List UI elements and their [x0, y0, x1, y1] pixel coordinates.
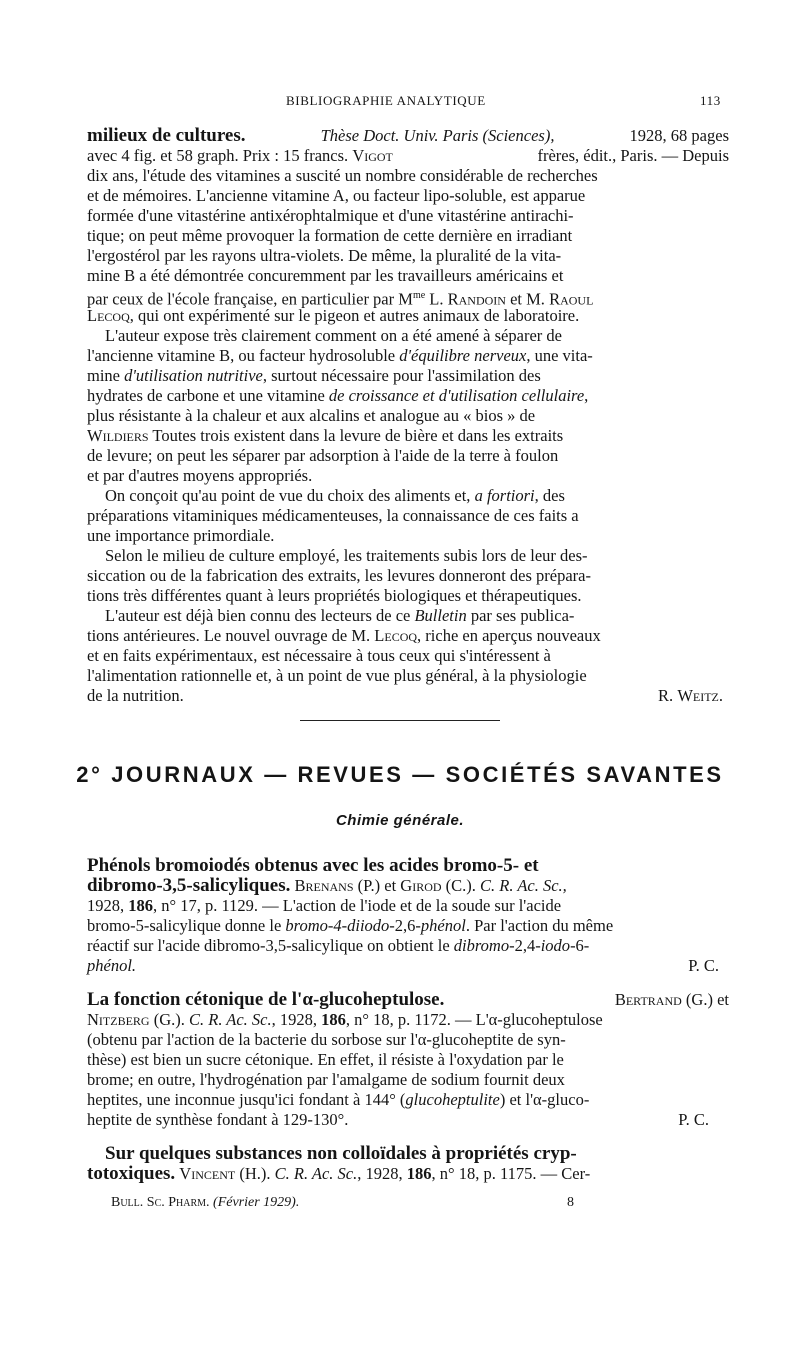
review-line: Selon le milieu de culture employé, les traitements subis lors de leur des-: [105, 546, 588, 565]
entry-signature: P. C.: [688, 956, 719, 975]
review-line: par ceux de l'école française, en particulier par $M^{me}$ L. Randoin et M. Raoul: [87, 289, 594, 309]
review-line: de levure; on peut les séparer par adsorption à l'aide de la terre à foulon: [87, 446, 559, 465]
review-line: préparations vitaminiques médicamenteuses, la connaissance de ces faits a: [87, 506, 579, 525]
review-line: plus résistante à la chaleur et aux alcalins et analogue au « bios » de: [87, 406, 536, 425]
review-line: l'alimentation rationnelle et, à un point de vue plus général, à la physiologie: [87, 666, 587, 685]
journal-name: C. R. Ac. Sc.: [274, 1164, 358, 1183]
review-line: et par d'autres moyens appropriés.: [87, 466, 313, 485]
entry-title: La fonction cétonique de l'α-glucoheptulose.: [87, 989, 445, 1010]
review-line: tions très différentes quant à leurs propriétés biologiques et thérapeutiques.: [87, 586, 582, 605]
entry-line: phénol. P. C.: [87, 956, 719, 975]
review-line: Lecoq, qui ont expérimenté sur le pigeon et autres animaux de laboratoire.: [87, 306, 580, 325]
entry-line: La fonction cétonique de l'α-glucoheptulose. Bertrand (G.) et: [87, 989, 729, 1010]
review-line: et en faits expérimentaux, est nécessaire à tous ceux qui s'intéressent à: [87, 646, 551, 665]
author-name: Wildiers: [87, 426, 149, 445]
entry-line: thèse) est bien un sucre cétonique. En effet, il résiste à l'oxydation par le: [87, 1050, 564, 1069]
author-name: Vincent: [179, 1164, 236, 1183]
review-line: L'auteur est déjà bien connu des lecteurs de ce Bulletin par ses publica-: [105, 606, 575, 625]
review-line: mine d'utilisation nutritive, surtout nécessaire pour l'assimilation des: [87, 366, 541, 385]
entry-title: totoxiques.: [87, 1163, 176, 1184]
running-header: BIBLIOGRAPHIE ANALYTIQUE: [286, 93, 486, 108]
review-line: hydrates de carbone et une vitamine de croissance et d'utilisation cellulaire,: [87, 386, 589, 405]
entry-line: Nitzberg (G.). C. R. Ac. Sc., 1928, 186, n° 18, p. 1172. — L'α-glucoheptulose: [87, 1010, 603, 1029]
entry-line: bromo-5-salicylique donne le bromo-4-diiodo-2,6-phénol. Par l'action du même: [87, 916, 614, 935]
entry-line: brome; en outre, l'hydrogénation par l'amalgame de sodium fournit deux: [87, 1070, 565, 1089]
author-name: Nitzberg: [87, 1010, 150, 1029]
review-signature: R. Weitz.: [658, 686, 723, 705]
entry-line: heptites, une inconnue jusqu'ici fondant à 144° (glucoheptulite) et l'α-gluco-: [87, 1090, 590, 1109]
journal-name: C. R. Ac. Sc.,: [480, 876, 567, 895]
review-line: et de mémoires. L'ancienne vitamine A, ou facteur lipo-soluble, est apparue: [87, 186, 586, 205]
author-name: Lecoq: [374, 626, 418, 645]
entry-title: dibromo-3,5-salicyliques.: [87, 875, 291, 896]
review-line: formée d'une vitastérine antixérophtalmique et d'une vitastérine antirachi-: [87, 206, 574, 225]
review-thesis: Thèse Doct. Univ. Paris (Sciences),: [320, 126, 555, 145]
review-line: de la nutrition. R. Weitz.: [87, 686, 723, 705]
review-line: dix ans, l'étude des vitamines a suscité un nombre considérable de recherches: [87, 166, 598, 185]
review-line: Wildiers Toutes trois existent dans la levure de bière et dans les extraits: [87, 426, 564, 445]
author-name: Lecoq: [87, 306, 130, 325]
review-line: tions antérieures. Le nouvel ouvrage de M. Lecoq, riche en aperçus nouveaux: [87, 626, 601, 645]
journal-name: C. R. Ac. Sc.: [188, 1010, 272, 1029]
review-line: L'auteur expose très clairement comment on a été amené à séparer de: [105, 326, 562, 345]
entry-line: totoxiques. Vincent (H.). C. R. Ac. Sc., 1928, 186, n° 18, p. 1175. — Cer-: [87, 1163, 591, 1184]
author-name: Brenans: [294, 876, 354, 895]
section-title: 2° JOURNAUX — REVUES — SOCIÉTÉS SAVANTES: [76, 762, 724, 787]
review-line: l'ancienne vitamine B, ou facteur hydrosoluble d'équilibre nerveux, une vita-: [87, 346, 593, 365]
entry-line: heptite de synthèse fondant à 129-130°. P. C.: [87, 1110, 709, 1129]
review-line: siccation ou de la fabrication des extraits, les levures donneront des prépara-: [87, 566, 591, 585]
review-line: [87, 146, 729, 166]
entry-signature: P. C.: [678, 1110, 709, 1129]
author-name: Raoul: [549, 289, 594, 309]
author-name: Girod: [400, 876, 442, 895]
review-line: mine B a été démontrée concuremment par les travailleurs américains et: [87, 266, 564, 285]
entry-line: réactif sur l'acide dibromo-3,5-salicylique on obtient le dibromo-2,4-iodo-6-: [87, 936, 590, 955]
review-line: On conçoit qu'au point de vue du choix des aliments et, a fortiori, des: [105, 486, 565, 505]
section-divider: [300, 720, 500, 721]
footer-journal: Bull. Sc. Pharm.: [111, 1195, 210, 1210]
author-name: Bertrand: [614, 990, 682, 1009]
review-line: une importance primordiale.: [87, 526, 275, 545]
review-title: milieux de cultures.: [87, 125, 246, 146]
footer-issue: (Février 1929).: [213, 1195, 300, 1210]
entry-line: dibromo-3,5-salicyliques. Brenans (P.) et Girod (C.). C. R. Ac. Sc.,: [87, 875, 567, 896]
review-line: l'ergostérol par les rayons ultra-violets. De même, la pluralité de la vita-: [87, 246, 562, 265]
page-number: 113: [700, 93, 721, 108]
review-text: frères, édit., Paris. — Depuis: [537, 146, 729, 165]
publisher-name: Vigot: [352, 146, 393, 165]
section-subtitle: Chimie générale.: [335, 812, 465, 829]
sheet-number: 8: [567, 1195, 574, 1210]
review-text: avec 4 fig. et 58 graph. Prix : 15 francs.: [87, 146, 349, 165]
entry-title: Sur quelques substances non colloïdales à propriétés cryp-: [105, 1143, 577, 1164]
entry-title: Phénols bromoiodés obtenus avec les acides bromo-5- et: [87, 855, 539, 876]
entry-line: (obtenu par l'action de la bacterie du sorbose sur l'α-glucoheptite de syn-: [87, 1030, 566, 1049]
review-line: tique; on peut même provoquer la formation de cette dernière en irradiant: [87, 226, 573, 245]
footer-line: [87, 1193, 753, 1213]
author-name: Randoin: [447, 289, 506, 309]
review-pages: 1928, 68 pages: [629, 126, 729, 145]
review-line: [87, 126, 729, 146]
entry-line: 1928, 186, n° 17, p. 1129. — L'action de l'iode et de la soude sur l'acide: [87, 896, 562, 915]
